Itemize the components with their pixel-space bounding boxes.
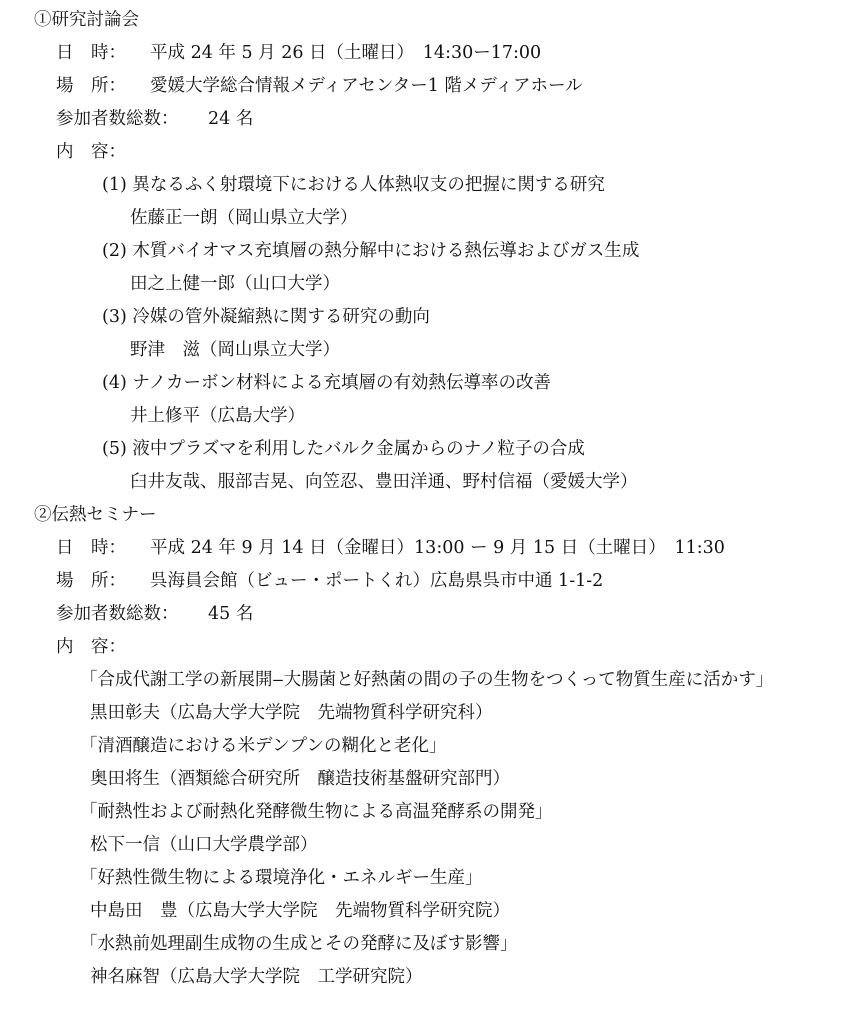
section1-talk-title: (4) ナノカーボン材料による充填層の有効熱伝導率の改善 [102, 373, 551, 393]
section2-talk-title: 「水熱前処理副生成物の生成とその発酵に及ぼす影響」 [80, 934, 518, 954]
section2-attendees-label: 参加者数総数： [56, 604, 179, 624]
section1-place-label: 場 所： [56, 76, 126, 96]
section2-talk-title: 「清酒醸造における米デンプンの糊化と老化」 [80, 736, 447, 756]
section1-date-label: 日 時： [56, 43, 126, 63]
section1-talk-speaker: 臼井友哉、服部吉晃、向笠忍、豊田洋通、野村信福（愛媛大学） [130, 472, 638, 492]
section1-attendees: 24 名 [208, 109, 254, 129]
section1-talk-speaker: 野津 滋（岡山県立大学） [130, 340, 340, 360]
section1-talk-speaker: 井上修平（広島大学） [130, 406, 305, 426]
section1-content-label: 内 容： [56, 142, 126, 162]
section1-attendees-label: 参加者数総数： [56, 109, 179, 129]
section2-date-row [56, 536, 725, 560]
section2-content-label: 内 容： [56, 637, 126, 657]
section2-date-label: 日 時： [56, 538, 126, 558]
section2-date: 平成 24 年 9 月 14 日（金曜日）13:00 ー 9 月 15 日（土曜日） 11:30 [150, 538, 725, 558]
section2-talk-speaker: 黒田彰夫（広島大学大学院 先端物質科学研究科） [90, 703, 493, 723]
section2-talk-title: 「合成代謝工学の新展開‒大腸菌と好熱菌の間の子の生物をつくって物質生産に活かす」 [80, 670, 774, 690]
section2-place-label: 場 所： [56, 571, 126, 591]
section1-place-row [56, 74, 583, 98]
section1-talk-speaker: 佐藤正一朗（岡山県立大学） [130, 208, 358, 228]
section1-date: 平成 24 年 5 月 26 日（土曜日） 14:30ー17:00 [150, 43, 542, 63]
section2-talk-title: 「好熱性微生物による環境浄化・エネルギー生産」 [80, 868, 483, 888]
section2-place: 呉海員会館（ビュー・ポートくれ）広島県呉市中通 1-1-2 [150, 571, 604, 591]
section1-talk-title: (1) 異なるふく射環境下における人体熱収支の把握に関する研究 [102, 175, 605, 195]
section1-talk-title: (3) 冷媒の管外凝縮熱に関する研究の動向 [102, 307, 430, 327]
section2-talk-speaker: 神名麻智（広島大学大学院 工学研究院） [90, 967, 423, 987]
section1-date-row [56, 41, 541, 65]
section1-place: 愛媛大学総合情報メディアセンター1 階メディアホール [150, 76, 583, 96]
section2-talk-title: 「耐熱性および耐熱化発酵微生物による高温発酵系の開発」 [80, 802, 553, 822]
section1-talk-title: (2) 木質バイオマス充填層の熱分解中における熱伝導およびガス生成 [102, 241, 640, 261]
section1-attendees-row [56, 107, 253, 131]
section2-talk-speaker: 中島田 豊（広島大学大学院 先端物質科学研究院） [90, 901, 510, 921]
section2-talk-speaker: 奥田将生（酒類総合研究所 醸造技術基盤研究部門） [90, 769, 510, 789]
section2-place-row [56, 569, 603, 593]
section2-heading: ②伝熱セミナー [34, 505, 157, 525]
section2-talk-speaker: 松下一信（山口大学農学部） [90, 835, 318, 855]
section2-attendees-row [56, 602, 253, 626]
section2-attendees: 45 名 [208, 604, 254, 624]
section1-talk-speaker: 田之上健一郎（山口大学） [130, 274, 340, 294]
section1-heading: ①研究討論会 [34, 10, 139, 30]
section1-talk-title: (5) 液中プラズマを利用したバルク金属からのナノ粒子の合成 [102, 439, 585, 459]
